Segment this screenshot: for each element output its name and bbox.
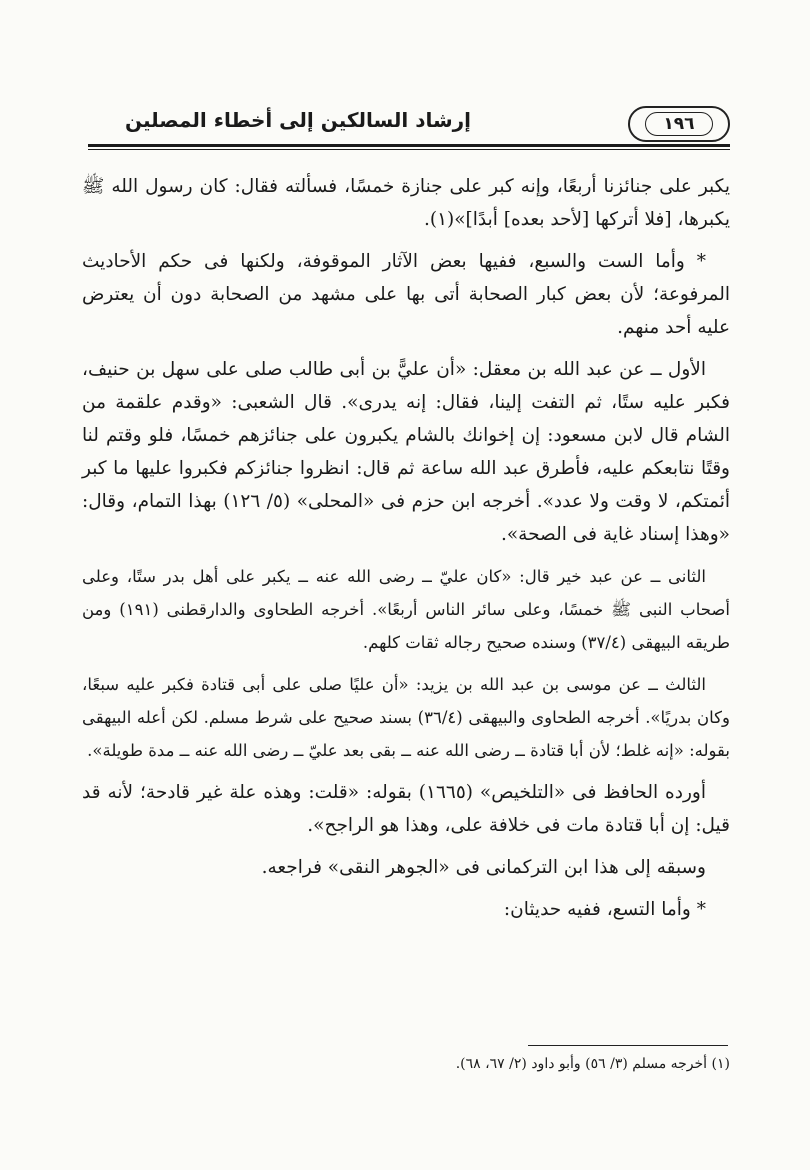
running-title: إرشاد السالكين إلى أخطاء المصلين <box>124 108 472 132</box>
page-header <box>88 104 730 148</box>
footnote-separator <box>528 1045 728 1046</box>
paragraph-3: الأول ــ عن عبد الله بن معقل: «أن عليًّ بن أبى طالب صلى على سهل بن حنيف، فكبر عليه ستًا، ثم التفت إلينا، فقال: إنه يدرى». قال الشعبى: «وقدم علقمة من الشام قال لابن مسعود: إن إخوانك بالشام يكبرون على جنائزهم خمسًا، فلو وقتم لنا وقتًا نتابعكم عليه، فأطرق عبد الله ساعة ثم قال: انظروا جنائزكم فكبروا عليها ما كبر أئمتكم، لا وقت ولا عدد». أخرجه ابن حزم فى «المحلى» (٥/ ١٢٦) بهذا التمام، وقال: «وهذا إسناد غاية فى الصحة». <box>82 359 730 545</box>
paragraph-6: أورده الحافظ فى «التلخيص» (١٦٦٥) بقوله: «قلت: وهذه علة غير قادحة؛ لأنه قد قيل: إن أبا قتادة مات فى خلافة على، وهذا هو الراجح». <box>82 782 730 836</box>
paragraph-7: وسبقه إلى هذا ابن التركمانى فى «الجوهر النقى» فراجعه. <box>261 857 706 878</box>
paragraph-2: * وأما الست والسبع، ففيها بعض الآثار الموقوفة، ولكنها فى حكم الأحاديث المرفوعة؛ لأن بعض كبار الصحابة أتى بها على مشهد من الصحابة دون أن يعترض عليه أحد منهم. <box>82 251 730 338</box>
header-rule-thin <box>88 149 730 150</box>
paragraph-1: يكبر على جنائزنا أربعًا، وإنه كبر على جنازة خمسًا، فسألته فقال: كان رسول الله ﷺ يكبرها، [فلا أتركها [لأحد بعده] أبدًا]»(١). <box>82 176 730 230</box>
paragraph-4: الثانى ــ عن عبد خير قال: «كان عليّ ــ رضى الله عنه ــ يكبر على أهل بدر ستًا، وعلى أصحاب النبى ﷺ خمسًا، وعلى سائر الناس أربعًا». أخرجه الطحاوى والدارقطنى (١٩١) ومن طريقه البيهقى (٣٧/٤) وسنده صحيح رجاله ثقات كلهم. <box>82 567 730 652</box>
footnote: (١) أخرجه مسلم (٣/ ٥٦) وأبو داود (٢/ ٦٧، ٦٨). <box>455 1056 730 1072</box>
page-number-frame <box>628 106 730 142</box>
body-text <box>82 170 730 935</box>
header-rule-thick <box>88 144 730 147</box>
paragraph-8: * وأما التسع، ففيه حديثان: <box>503 899 706 920</box>
paragraph-5: الثالث ــ عن موسى بن عبد الله بن يزيد: «أن عليًا صلى على أبى قتادة فكبر عليه سبعًا، وكان بدريًا». أخرجه الطحاوى والبيهقى (٣٦/٤) بسند صحيح على شرط مسلم. لكن أعله البيهقى بقوله: «إنه غلط؛ لأن أبا قتادة ــ رضى الله عنه ــ بقى بعد عليّ ــ رضى الله عنه ــ مدة طويلة». <box>82 675 730 760</box>
page-number: ١٩٦ <box>645 112 713 136</box>
